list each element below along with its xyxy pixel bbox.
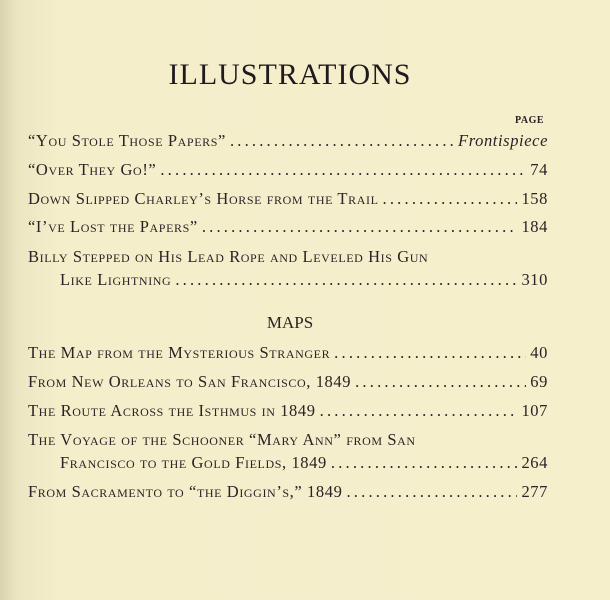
toc-entry [28, 131, 548, 151]
entry-page: 40 [530, 343, 548, 362]
entry-page: 184 [521, 217, 548, 236]
entry-title: The Route Across the Isthmus in 1849 [28, 401, 316, 420]
toc-entry-line2 [60, 453, 548, 473]
dot-leader [175, 270, 517, 290]
entry-page: 277 [521, 482, 548, 501]
entry-title: The Voyage of the Schooner “Mary Ann” from San [28, 430, 416, 449]
dot-leader [202, 217, 518, 237]
toc-entry [28, 217, 548, 237]
entry-title: From New Orleans to San Francisco, 1849 [28, 372, 352, 391]
entry-page: 107 [521, 401, 548, 420]
dot-leader [355, 372, 526, 392]
toc-entry-line1 [28, 247, 548, 267]
entry-page: 264 [521, 453, 548, 472]
entry-title: “You Stole Those Papers” [28, 131, 226, 150]
dot-leader [160, 160, 526, 180]
entry-title: “Over They Go!” [28, 160, 157, 179]
entry-title-cont: Francisco to the Gold Fields, 1849 [60, 453, 327, 472]
entry-title: Billy Stepped on His Lead Rope and Leveled His Gun [28, 247, 429, 266]
entry-page: 74 [530, 160, 548, 179]
entry-page: Frontispiece [458, 131, 548, 150]
dot-leader [346, 482, 517, 502]
dot-leader [383, 189, 518, 209]
entry-title: Down Slipped Charley’s Horse from the Trail [28, 189, 379, 208]
toc-entry [28, 343, 548, 363]
dot-leader [320, 401, 518, 421]
page-title: ILLUSTRATIONS [168, 58, 412, 91]
toc-entry [28, 401, 548, 421]
entry-page: 158 [521, 189, 548, 208]
entry-title: “I’ve Lost the Papers” [28, 217, 198, 236]
entry-page: 69 [530, 372, 548, 391]
entry-page: 310 [521, 270, 548, 289]
maps-heading: MAPS [266, 313, 314, 332]
toc-entry [28, 189, 548, 209]
dot-leader [334, 343, 526, 363]
toc-entry-line2 [60, 270, 548, 290]
toc-entry-line1 [28, 430, 548, 450]
entry-title: From Sacramento to “the Diggin’s,” 1849 [28, 482, 343, 501]
dot-leader [230, 131, 454, 151]
dot-leader [331, 453, 518, 473]
toc-entry [28, 482, 548, 502]
entry-title-cont: Like Lightning [60, 270, 172, 289]
toc-entry [28, 160, 548, 180]
page-column-header: PAGE [515, 115, 545, 126]
toc-entry [28, 372, 548, 392]
entry-title: The Map from the Mysterious Stranger [28, 343, 331, 362]
